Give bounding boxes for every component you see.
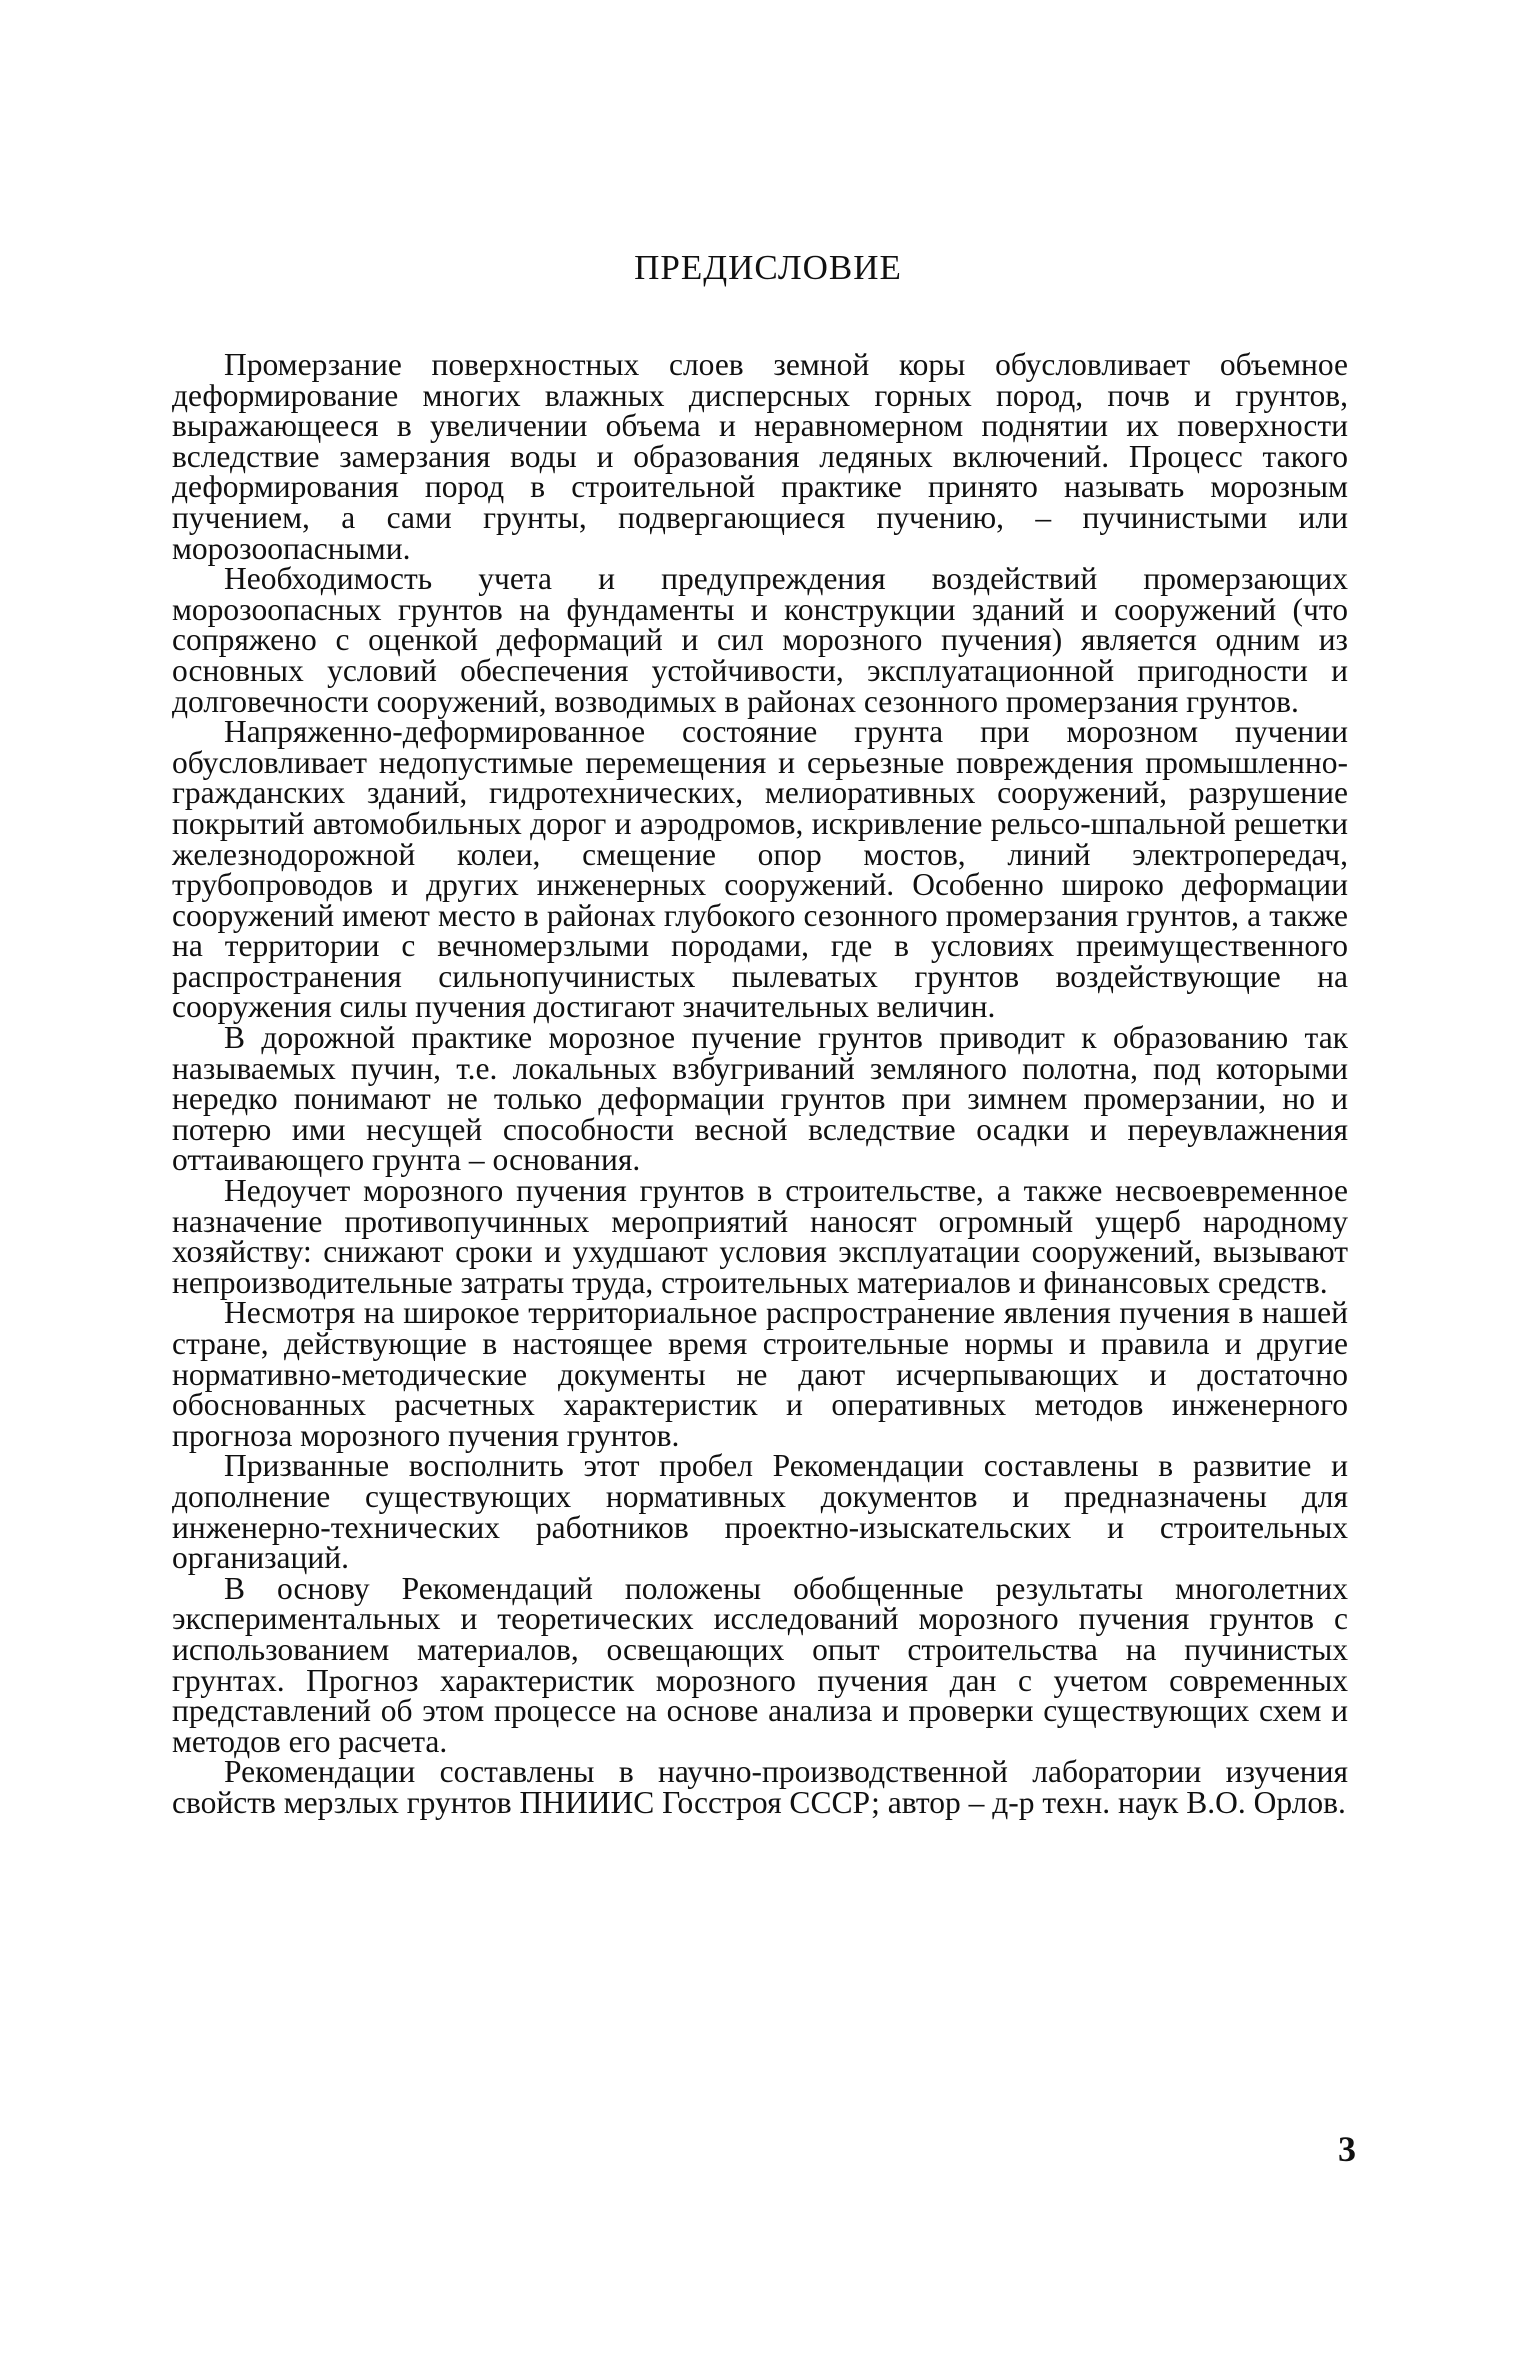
paragraph: Необходимость учета и предупреждения воздействий промерзающих морозоопасных грунтов на фундаменты и конструкции зданий и сооружений (что сопряжено с оценкой деформаций и сил морозного пучения) является одним из основных условий обеспечения устойчивости, эксплуатационной пригодности и долговечности сооружений, возводимых в районах сезонного промерзания грунтов. (172, 561, 1348, 719)
page-title: ПРЕДИСЛОВИЕ (634, 248, 902, 287)
paragraph: Рекомендации составлены в научно-производственной лаборатории изучения свойств мерзлых грунтов ПНИИИС Госстроя СССР; автор – д-р техн. наук В.О. Орлов. (172, 1754, 1348, 1820)
page-number: 3 (1338, 2129, 1356, 2169)
paragraph: В дорожной практике морозное пучение грунтов приводит к образованию так называемых пучин, т.е. локальных взбугриваний земляного полотна, под которыми нередко понимают не только деформации грунтов при зимнем промерзании, но и потерю ими несущей способности весной вследствие осадки и переувлажнения оттаивающего грунта – основания. (172, 1020, 1348, 1178)
paragraph: Недоучет морозного пучения грунтов в строительстве, а также несвоевременное назначение противопучинных мероприятий наносят огромный ущерб народному хозяйству: снижают сроки и ухудшают условия эксплуатации сооружений, вызывают непроизводительные затраты труда, строительных материалов и финансовых средств. (172, 1173, 1348, 1300)
paragraph: В основу Рекомендаций положены обобщенные результаты многолетних экспериментальных и теоретических исследований морозного пучения грунтов с использованием материалов, освещающих опыт строительства на пучинистых грунтах. Прогноз характеристик морозного пучения дан с учетом современных представлений об этом процессе на основе анализа и проверки существующих схем и методов его расчета. (172, 1570, 1348, 1759)
preface-body (172, 347, 1348, 1820)
paragraph: Несмотря на широкое территориальное распространение явления пучения в нашей стране, действующие в настоящее время строительные нормы и правила и другие нормативно-методические документы не дают исчерпывающих и достаточно обоснованных расчетных характеристик и оперативных методов инженерного прогноза морозного пучения грунтов. (172, 1295, 1348, 1453)
paragraph: Напряженно-деформированное состояние грунта при морозном пучении обусловливает недопустимые перемещения и серьезные повреждения промышленно-гражданских зданий, гидротехнических, мелиоративных сооружений, разрушение покрытий автомобильных дорог и аэродромов, искривление рельсо-шпальной решетки железнодорожной колеи, смещение опор мостов, линий электропередач, трубопроводов и других инженерных сооружений. Особенно широко деформации сооружений имеют место в районах глубокого сезонного промерзания грунтов, а также на территории с вечномерзлыми породами, где в условиях преимущественного распространения сильнопучинистых пылеватых грунтов воздействующие на сооружения силы пучения достигают значительных величин. (172, 714, 1348, 1025)
paragraph: Промерзание поверхностных слоев земной коры обусловливает объемное деформирование многих влажных дисперсных горных пород, почв и грунтов, выражающееся в увеличении объема и неравномерном поднятии их поверхности вследствие замерзания воды и образования ледяных включений. Процесс такого деформирования пород в строительной практике принято называть морозным пучением, а сами грунты, подвергающиеся пучению, – пучинистыми или морозоопасными. (172, 347, 1348, 566)
paragraph: Призванные восполнить этот пробел Рекомендации составлены в развитие и дополнение существующих нормативных документов и предназначены для инженерно-технических работников проектно-изыскательских и строительных организаций. (172, 1448, 1348, 1576)
